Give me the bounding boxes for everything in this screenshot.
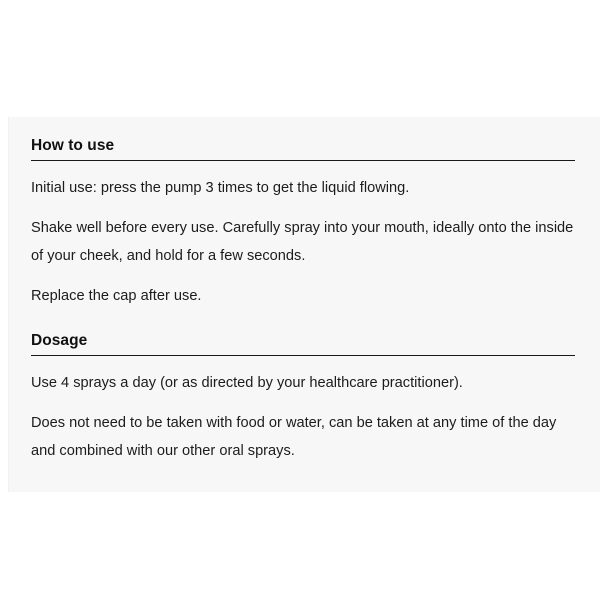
section-heading-dosage: Dosage	[31, 332, 88, 349]
section-dosage	[31, 310, 575, 465]
section-how-to-use	[31, 117, 575, 310]
paragraph-replace-cap: Replace the cap after use.	[31, 288, 202, 304]
section-divider-how-to-use	[31, 160, 575, 161]
section-heading-how-to-use: How to use	[31, 137, 115, 154]
panel-content	[31, 117, 575, 465]
section-divider-dosage	[31, 355, 575, 356]
usage-info-panel	[8, 117, 600, 492]
panel-left-edge	[8, 117, 9, 492]
paragraph-sprays-per-day: Use 4 sprays a day (or as directed by your healthcare practitioner).	[31, 375, 463, 391]
paragraph-shake-well: Shake well before every use. Carefully spray into your mouth, ideally onto the inside of your cheek, and hold for a few seconds.	[31, 220, 574, 264]
paragraph-food-or-water: Does not need to be taken with food or water, can be taken at any time of the day and combined with our other oral sprays.	[31, 415, 557, 459]
paragraph-initial-use: Initial use: press the pump 3 times to get the liquid flowing.	[31, 180, 410, 196]
